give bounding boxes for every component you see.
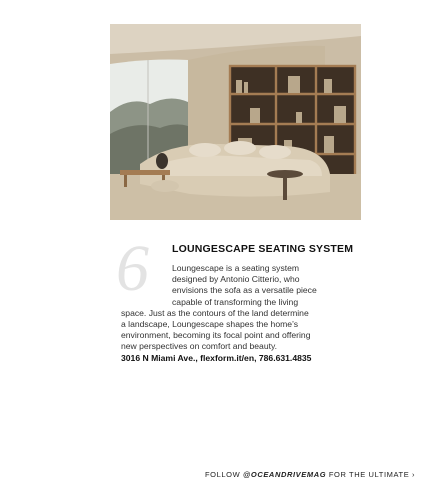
body-line: Loungescape is a seating system <box>172 263 300 273</box>
product-photo <box>110 24 361 220</box>
arrow-right-icon: › <box>412 470 416 479</box>
living-room-illustration <box>110 24 361 220</box>
body-line: new perspectives on comfort and beauty. <box>121 341 278 352</box>
article-title: LOUNGESCAPE SEATING SYSTEM <box>172 243 354 255</box>
body-line: a landscape, Loungescape shapes the home’s <box>121 319 299 330</box>
body-line: space. Just as the contours of the land determine <box>121 307 309 318</box>
article-number: 6 <box>116 232 149 305</box>
body-line: environment, becoming its focal point and offering <box>121 330 311 341</box>
footer-suffix: FOR THE ULTIMATE <box>326 470 410 479</box>
body-line: designed by Antonio Citterio, who <box>172 274 300 285</box>
body-line: envisions the sofa as a versatile piece <box>172 285 317 296</box>
body-line: capable of transforming the living <box>172 296 299 307</box>
social-handle-link[interactable]: @OCEANDRIVEMAG <box>242 470 327 479</box>
article-body <box>121 263 353 364</box>
page-footer <box>205 470 415 479</box>
store-address: 3016 N Miami Ave., flexform.it/en, 786.631.4835 <box>121 352 312 363</box>
footer-prefix: FOLLOW <box>205 470 243 479</box>
